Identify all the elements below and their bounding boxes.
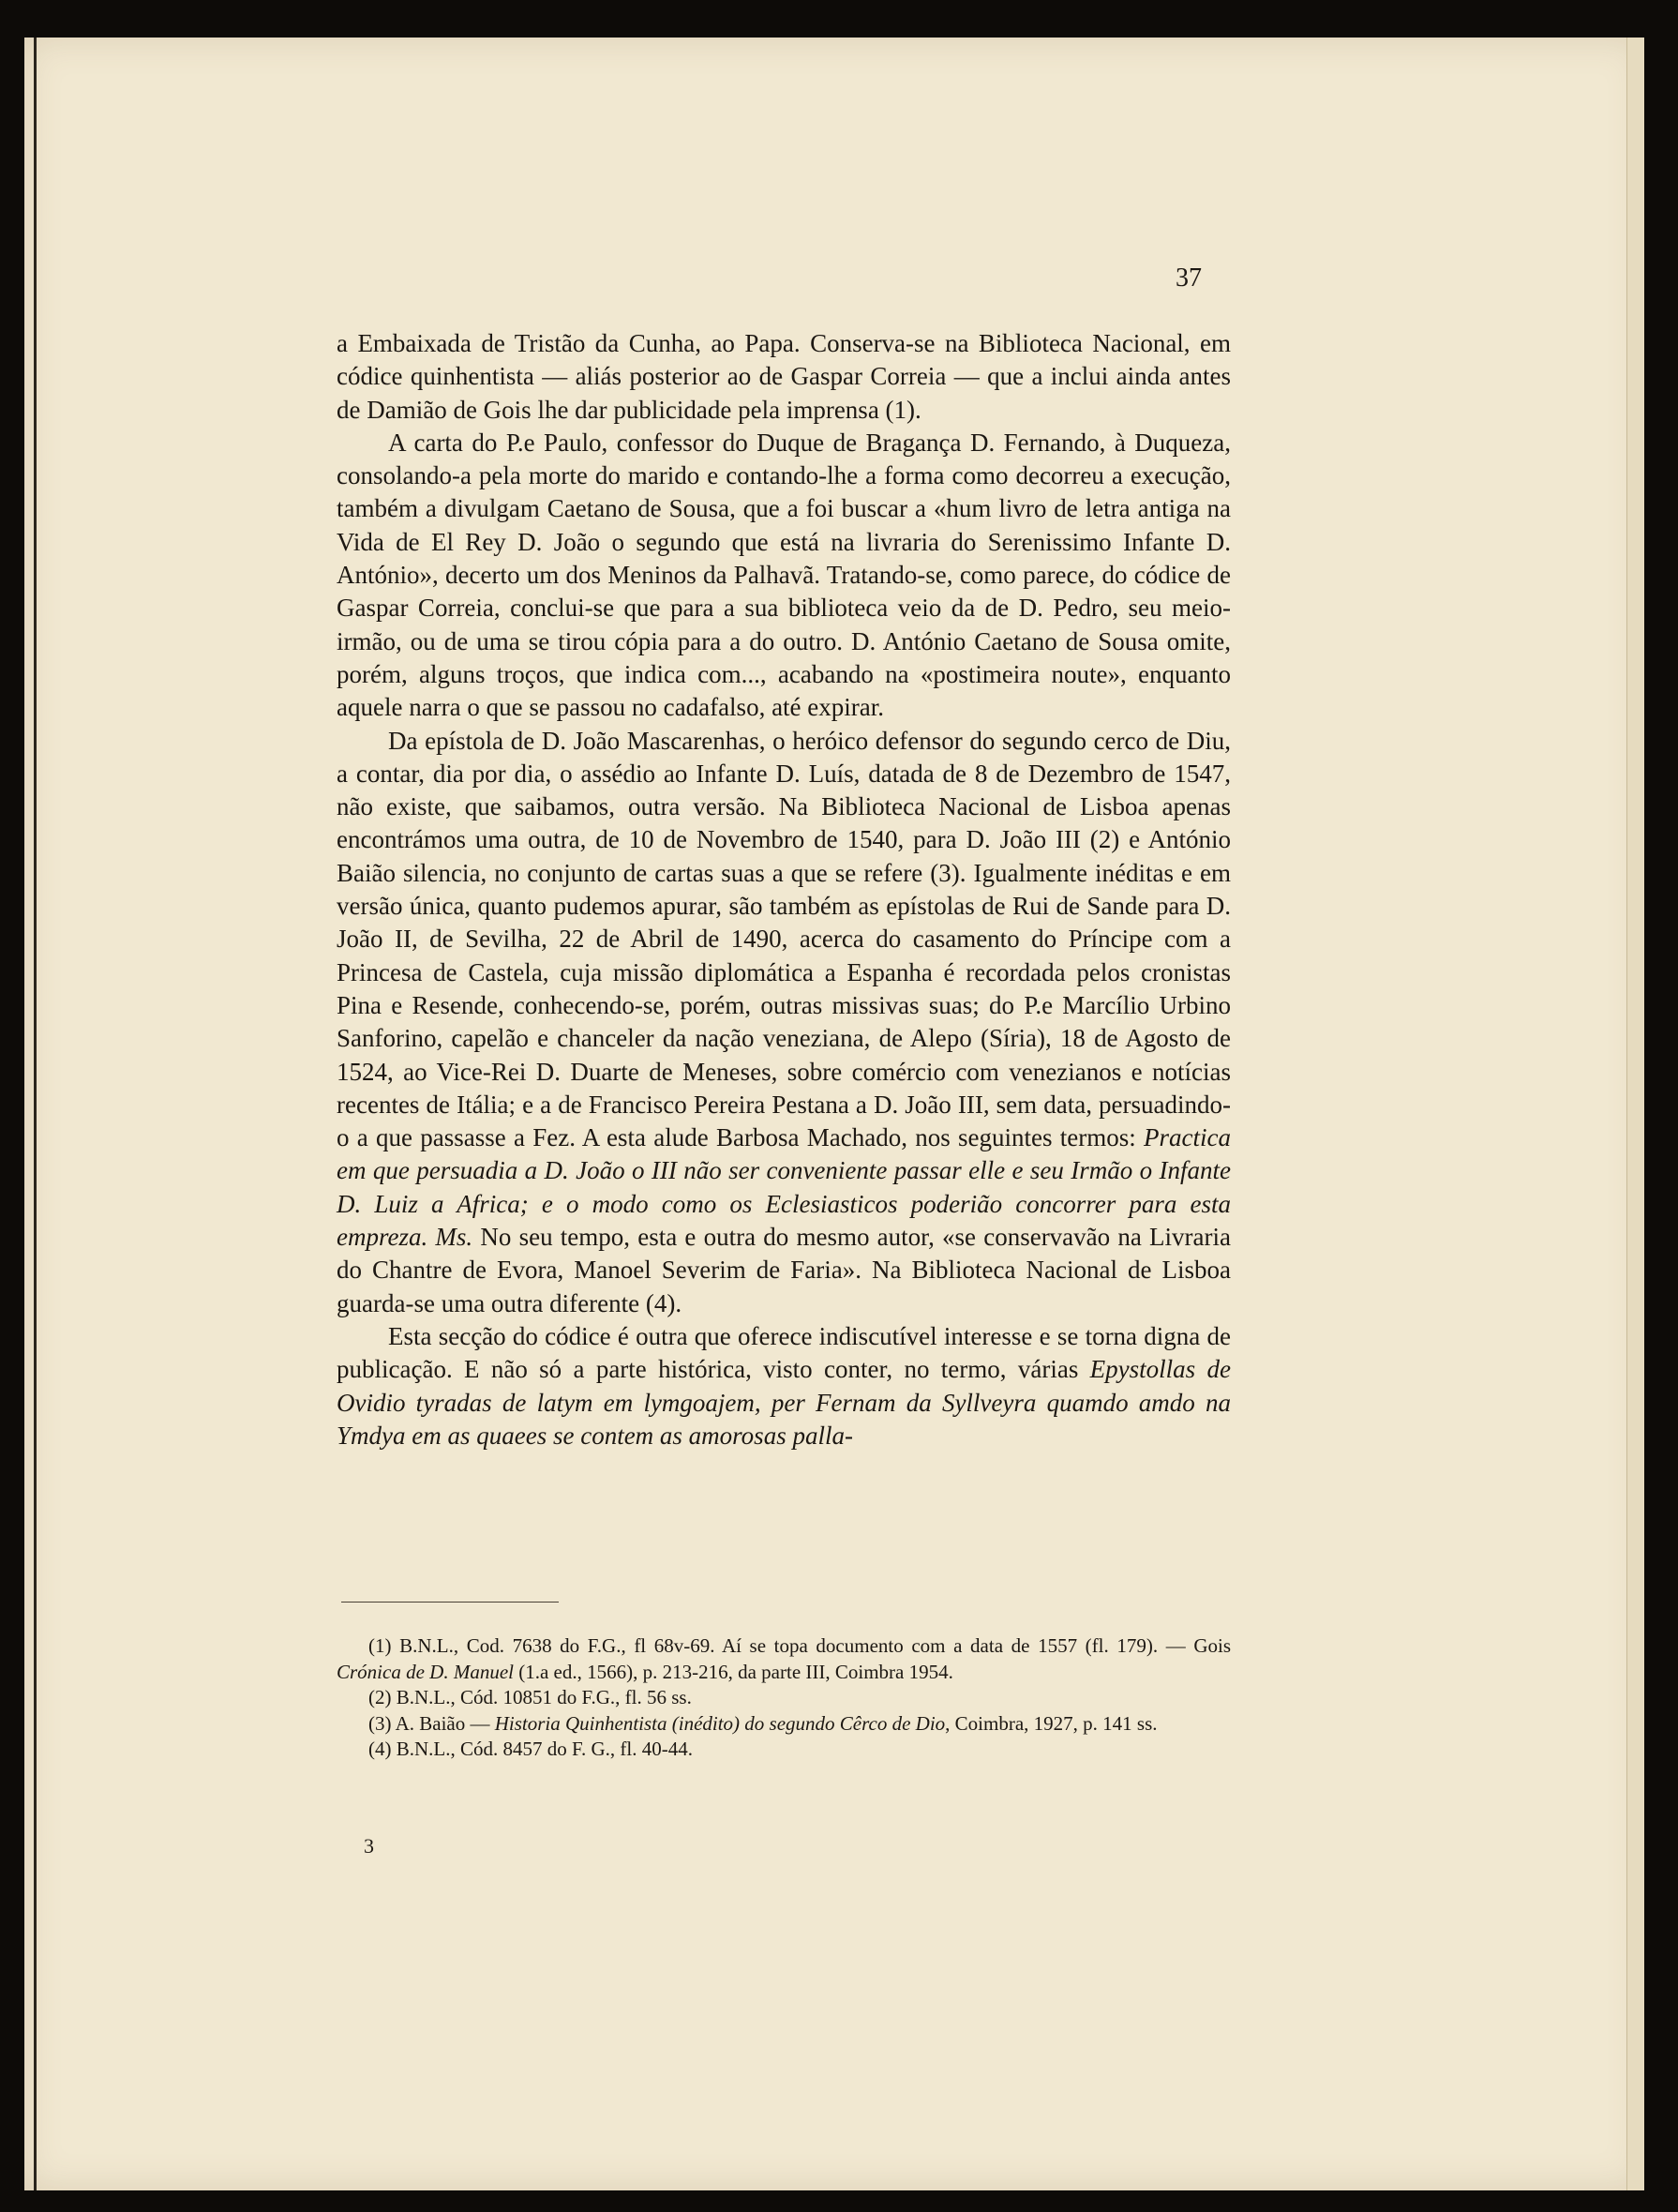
paragraph-4 [337,1320,1231,1452]
footnote-1 [337,1633,1231,1685]
paragraph-3-quote: Practica em que persuadia a D. João o III não ser conveniente passar elle e seu Irmão o Infante D. Luiz a Africa; e o modo como os Eclesiasticos poderião concorrer para esta empreza. Ms. [337,1123,1231,1252]
footnote-3-text: (3) A. Baião — [368,1711,495,1735]
footnote-3 [337,1711,1231,1738]
signature-mark: 3 [364,1834,374,1858]
footnote-4-text: (4) B.N.L., Cód. 8457 do F. G., fl. 40-44. [368,1738,693,1760]
paragraph-4-text: Esta secção do códice é outra que oferece indiscutível interesse e se torna digna de publicação. E não só a parte histórica, visto conter, no termo, várias [337,1321,1231,1384]
footnote-2-text: (2) B.N.L., Cód. 10851 do F.G., fl. 56 ss. [368,1686,692,1708]
footnote-2 [337,1685,1231,1711]
paragraph-3-text-end: No seu tempo, esta e outra do mesmo autor, «se conservavão na Livraria do Chantre de Evora, Manoel Severim de Faria». Na Biblioteca Nacional de Lisboa guarda-se uma outra diferente (4). [337,1223,1231,1317]
footnote-1-title: Crónica de D. Manuel [337,1660,514,1683]
binding-edge [34,38,37,2190]
paragraph-4-quote: Epystollas de Ovidio tyradas de latym em lymgoajem, per Fernam da Syllveyra quamdo amdo na Ymdya em as quaees se contem as amorosas palla- [337,1355,1231,1450]
footnotes [337,1633,1231,1763]
paragraph-1-text: a Embaixada de Tristão da Cunha, ao Papa. Conserva-se na Biblioteca Nacional, em códice quinhentista — aliás posterior ao de Gaspar Correia — que a inclui ainda antes de Damião de Gois lhe dar publicidade pela imprensa (1). [337,329,1231,424]
page-number: 37 [1176,263,1202,293]
footnote-1-text: (1) B.N.L., Cod. 7638 do F.G., fl 68v-69. Aí se topa documento com a data de 1557 (fl. 179). — Gois [368,1634,1231,1657]
footnote-4 [337,1737,1231,1763]
footnote-3-text-end: , Coimbra, 1927, p. 141 ss. [945,1711,1158,1735]
page-edge [1626,38,1644,2190]
paragraph-3-text: Da epístola de D. João Mascarenhas, o heróico defensor do segundo cerco de Diu, a contar, dia por dia, o assédio ao Infante D. Luís, datada de 8 de Dezembro de 1547, não existe, que saibamos, outra versão. Na Biblioteca Nacional de Lisboa apenas encontrámos uma outra, de 10 de Novembro de 1540, para D. João III (2) e António Baião silencia, no conjunto de cartas suas a que se refere (3). Igualmente inéditas e em versão única, quanto pudemos apurar, são também as epístolas de Rui de Sande para D. João II, de Sevilha, 22 de Abril de 1490, acerca do casamento do Príncipe com a Princesa de Castela, cuja missão diplomática a Espanha é recordada pelos cronistas Pina e Resende, conhecendo-se, porém, outras missivas suas; do P.e Marcílio Urbino Sanforino, capelão e chanceler da nação veneziana, de Alepo (Síria), 18 de Agosto de 1524, ao Vice-Rei D. Duarte de Meneses, sobre comércio com venezianos e notícias recentes de Itália; e a de Francisco Pereira Pestana a D. João III, sem data, persuadindo-o a que passasse a Fez. A esta alude Barbosa Machado, nos seguintes termos: [337,726,1231,1152]
body-text [337,327,1231,1452]
footnote-divider [341,1602,559,1603]
paragraph-2-text: A carta do P.e Paulo, confessor do Duque de Bragança D. Fernando, à Duqueza, consolando-a pela morte do marido e contando-lhe a forma como decorreu a execução, também a divulgam Caetano de Sousa, que a foi buscar a «hum livro de letra antiga na Vida de El Rey D. João o segundo que está na livraria do Serenissimo Infante D. António», decerto um dos Meninos da Palhavã. Tratando-se, como parece, do códice de Gaspar Correia, conclui-se que para a sua biblioteca veio da de D. Pedro, seu meio-irmão, ou de uma se tirou cópia para a do outro. D. António Caetano de Sousa omite, porém, alguns troços, que indica com..., acabando na «postimeira noute», enquanto aquele narra o que se passou no cadafalso, até expirar. [337,428,1231,722]
paragraph-3 [337,725,1231,1320]
footnote-3-title: Historia Quinhentista (inédito) do segundo Cêrco de Dio [494,1711,946,1735]
paragraph-2 [337,427,1231,725]
paragraph-1 [337,327,1231,427]
footnote-1-text-end: (1.a ed., 1566), p. 213-216, da parte III, Coimbra 1954. [513,1660,953,1683]
